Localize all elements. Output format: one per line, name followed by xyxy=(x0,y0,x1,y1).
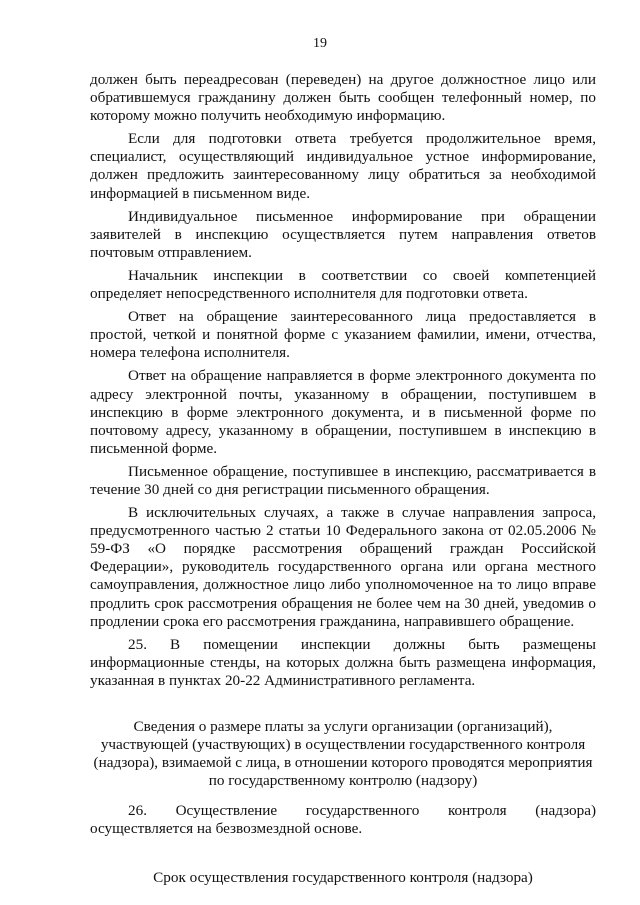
document-body xyxy=(90,71,596,899)
paragraph-written-informing: Индивидуальное письменное информирование при обращении заявителей в инспекцию осуществляется путем направления ответов почтовым отправлением. xyxy=(90,207,596,261)
paragraph-continuation: должен быть переадресован (переведен) на другое должностное лицо или обратившемуся гражданину должен быть сообщен телефонный номер, по которому можно получить необходимую информацию. xyxy=(90,71,596,125)
paragraph-review-period: Письменное обращение, поступившее в инспекцию, рассматривается в течение 30 дней со дня регистрации письменного обращения. xyxy=(90,462,596,498)
paragraph-26-free-of-charge: 26. Осуществление государственного контроля (надзора) осуществляется на безвозмездной основе. xyxy=(90,802,596,838)
section-heading-control-period: Срок осуществления государственного контроля (надзора) xyxy=(153,868,533,886)
paragraph-executor-assignment: Начальник инспекции в соответствии со своей компетенцией определяет непосредственного исполнителя для подготовки ответа. xyxy=(90,266,596,303)
page-number: 19 xyxy=(313,36,327,51)
paragraph-response-form: Ответ на обращение заинтересованного лица предоставляется в простой, четкой и понятной форме с указанием фамилии, имени, отчества, номера телефона исполнителя. xyxy=(90,308,596,362)
paragraph-long-preparation: Если для подготовки ответа требуется продолжительное время, специалист, осуществляющий индивидуальное устное информирование, должен предложить заинтересованному лицу обратиться за необходимой информацией в письменном виде. xyxy=(90,130,596,202)
paragraph-extension: В исключительных случаях, а также в случае направления запроса, предусмотренного частью 2 статьи 10 Федерального закона от 02.05.2006 № 59-ФЗ «О порядке рассмотрения обращений граждан Российской Федерации», руководитель государственного органа или органа местного самоуправления, должностное лицо либо уполномоченное на то лицо вправе продлить срок рассмотрения обращения не более чем на 30 дней, уведомив о продлении срока его рассмотрения гражданина, направившего обращение. xyxy=(90,504,596,630)
paragraph-25-info-stands: 25. В помещении инспекции должны быть размещены информационные стенды, на которых должна быть размещена информация, указанная в пунктах 20-22 Административного регламента. xyxy=(90,635,596,689)
paragraph-response-delivery: Ответ на обращение направляется в форме электронного документа по адресу электронной почты, указанному в обращении, поступившем в инспекцию в форме электронного документа, и в письменной форме по почтовому адресу, указанному в обращении, поступившем в инспекцию в письменной форме. xyxy=(90,367,596,457)
section-heading-fee-info: Сведения о размере платы за услуги организации (организаций), участвующей (участвующих) в осуществлении государственного контроля (надзора), взимаемой с лица, в отношении которого проводятся мероприятия по государственному контролю (надзору) xyxy=(93,718,593,790)
